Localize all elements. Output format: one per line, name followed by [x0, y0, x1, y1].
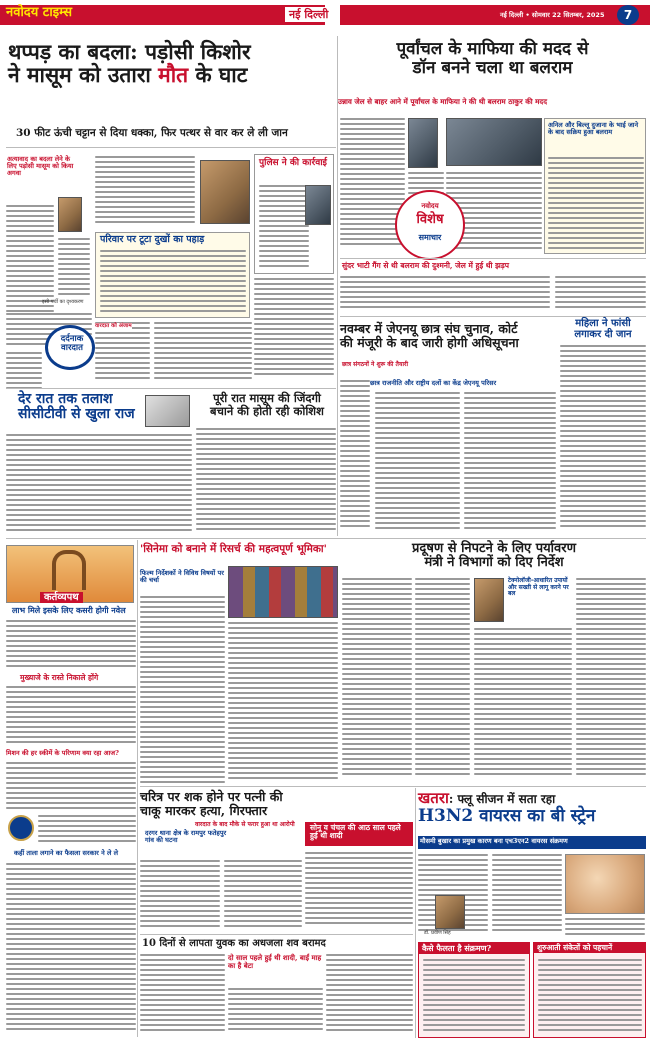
story7-side-text2: [6, 686, 136, 748]
story7-col1-text: [140, 596, 225, 786]
story2-group-photo: [446, 118, 542, 166]
story2-headline: [340, 40, 645, 77]
badge-title: विशेष: [416, 212, 444, 227]
story1-col2-text: [95, 156, 195, 228]
story1-family-box: [95, 232, 250, 318]
story11-col1-text: [140, 954, 225, 1036]
col-divider-1: [337, 36, 338, 536]
story1-headline-line2: ने मासूम को उतारा मौत के घाट: [8, 62, 248, 88]
story7-subhead: मुख्याजे के रास्ते निकाले होंगे: [20, 673, 99, 682]
story1-bottom-rule: [6, 388, 336, 389]
story4-headline: [196, 392, 338, 417]
story5-col2-text: [375, 392, 460, 532]
story1-subhead: 30 फीट ऊंची चट्टान से दिया धक्का, फिर पत्थर से वार कर ले ली जान: [16, 127, 288, 139]
story10-headline-line2: H3N2 वायरस का बी स्ट्रेन: [418, 805, 596, 826]
brand-logo: नवोदय टाइम्स: [6, 5, 73, 20]
story2-headline-line1: पूर्वांचल के माफिया की मदद से: [396, 39, 589, 59]
story1-side-kicker: अत्यावाद का बदला लेने के लिए पड़ोसी मासूम को किया अगवा: [7, 155, 74, 178]
story5-col1-text: [340, 380, 370, 530]
story1-family-box-title: परिवार पर टूटा दुखों का पहाड़: [100, 234, 205, 245]
masthead: [0, 0, 650, 30]
story1-headline: [8, 40, 328, 86]
page-number: 7: [617, 5, 639, 25]
badge-sub: समाचार: [418, 233, 442, 242]
story10-col3-text: [565, 918, 645, 938]
story7-group-photo: [228, 566, 338, 618]
story2-accused-photo: [408, 118, 438, 168]
story6-headline: [560, 318, 646, 340]
story1-side-text: [6, 205, 54, 313]
story7-logo-text: कर्तव्यपथ: [40, 592, 83, 603]
story2-mid-rule: [340, 258, 646, 259]
story5-headline-line2: की मंजूरी के बाद जारी होगी अधिसूचना: [340, 334, 519, 350]
story2-bottom-rule: [340, 316, 646, 317]
story5-subhead: छात्र राजनीति और राष्ट्रीय दलों का केंद्र जेएनयू परिसर: [370, 379, 497, 387]
story1-col1-text: [58, 238, 90, 298]
story2-side-box: [544, 118, 646, 254]
story2-subhead: उन्नाव जेल से बाहर आने में पूर्वांचल के माफिया ने की थी बलराम ठाकुर की मदद: [338, 97, 548, 106]
story9-col1-text: [140, 860, 220, 930]
story9-col3-text: [305, 852, 413, 930]
story1-sub-kicker: वारदात को अंजाम: [95, 323, 132, 329]
col-divider-3: [415, 788, 416, 1038]
story10-box2-text: [538, 959, 642, 1035]
story9-kicker: वारदात के बाद मौके से फरार हुआ था आरोपी: [195, 821, 295, 828]
story9-headline-line1: चरित्र पर शक होने पर पत्नी की: [140, 789, 283, 804]
story1-rock-photo: [200, 160, 250, 224]
story5-col3-text: [464, 392, 556, 532]
india-gate-icon: [52, 550, 86, 590]
story1-col1c-text: [6, 352, 42, 392]
story10-headline-accent: खतरा: [418, 789, 449, 807]
story9-headline: [140, 790, 340, 818]
story1-police-box-text: [259, 185, 309, 271]
story3-text: [6, 434, 192, 534]
story10-subhead: मौसमी बुखार का प्रमुख कारण बना एच3एन2 वायरस संक्रमण: [420, 837, 568, 845]
story4-text: [196, 428, 336, 534]
story2-bottom-text-left: [340, 276, 550, 312]
story10-doctor-photo: [435, 895, 465, 929]
col-divider-2: [137, 540, 138, 1037]
story11-headline: 10 दिनों से लापता युवक का अधजला शव बरामद: [142, 938, 326, 949]
story1-col2b-text: [95, 322, 150, 384]
story8-headline-line1: प्रदूषण से निपटने के लिए पर्यावरण: [412, 541, 576, 556]
story10-box1-text: [423, 959, 525, 1035]
story11-col2-text: [228, 988, 323, 1036]
story7-logo-caption: लाभ मिले इसके लिए कसरी होगी नवेल: [12, 605, 126, 615]
story7-col2-text: [228, 622, 338, 786]
story11-kicker: दो साल पहले हुई थी शादी, बाईं माह का है बेटा: [228, 953, 322, 970]
story3-cctv-photo: [145, 395, 190, 427]
story4-headline-line2: बचाने की होती रही कोशिश: [210, 403, 324, 418]
story4-headline-line1: पूरी रात मासूम की जिंदगी: [213, 391, 321, 405]
story10-box2-title: शुरुआती संकेतों को पहचानें: [534, 943, 645, 953]
story7-side-text4: [38, 815, 136, 845]
story10-box2: [533, 942, 646, 1038]
story1-rule: [6, 147, 336, 148]
story1-headline-accent: मौत: [158, 62, 189, 88]
story1-child-photo: [58, 197, 82, 232]
story2-headline-line2: डॉन बनने चला था बलराम: [412, 57, 573, 78]
story8-col1-text: [342, 578, 412, 778]
story8-minister-photo: [474, 578, 504, 622]
story2-special-badge: [395, 190, 465, 260]
story10-headline-line1: खतरा: फ्लू सीजन में सता रहा: [418, 789, 556, 807]
story6-headline-line1: महिला ने फांसी: [575, 318, 631, 329]
story7-sub-question: मिशन की हर स्कीमें के परिणाम क्या रहा आज?: [6, 749, 119, 757]
mid-rule-1: [6, 538, 646, 539]
story1-col3-text: [154, 322, 252, 384]
story5-headline-line1: नवम्बर में जेएनयू छात्र संघ चुनाव, कोर्ट: [340, 321, 518, 336]
story8-col3-text: [474, 628, 572, 778]
story8-col2-text: [415, 578, 470, 778]
story8-headline: [342, 542, 646, 571]
story10-illustration: [565, 854, 645, 914]
story7-side-text3: [6, 762, 136, 812]
story7-side-text5: [6, 863, 136, 1035]
story7-closing-headline: कहीं ताला लगाने का फैसला सरकार ने ले ले: [14, 849, 119, 857]
story10-doctor-caption: डॉ. प्रवीण सिंह: [424, 930, 451, 936]
section-label: नई दिल्ली: [285, 7, 332, 22]
story2-bottom-text-right: [555, 276, 646, 312]
story7-emblem: [8, 815, 34, 841]
story6-headline-line2: लगाकर दी जान: [574, 329, 632, 340]
story2-side-box-text: [548, 157, 644, 251]
story2-sub-headline: सुंदर भाटी गैंग से थी बलराम की दुश्मनी, जेल में हुई थी झड़प: [342, 261, 510, 270]
story8-side-kicker: टेक्नोलॉजी-आधारित उपायों और सख्ती से लागू करने पर बल: [508, 577, 569, 598]
story11-rule: [140, 934, 413, 935]
story7-side-text: [6, 620, 136, 670]
story1-col4-text: [254, 278, 334, 384]
story1-photo-caption: इसी पर्ची का दृश्यकरण: [42, 299, 84, 305]
story11-col3-text: [326, 954, 413, 1036]
story10-box1-title: कैसे फैलता है संक्रमण?: [419, 943, 529, 954]
story8-headline-line2: मंत्री ने विभागों को दिए निर्देश: [424, 555, 564, 571]
story1-headline-line1: थप्पड़ का बदला: पड़ोसी किशोर: [8, 39, 251, 64]
story9-inset-headline: सोनू व चंचल की आठ साल पहले हुई थी शादी: [310, 823, 401, 841]
story1-family-box-text: [100, 250, 246, 316]
story3-headline: देर रात तक तलाश सीसीटीवी से खुला राज: [18, 391, 135, 423]
story9-col2-text: [224, 860, 302, 930]
mid-rule-2: [140, 786, 646, 787]
badge-brand: नवोदय: [421, 202, 439, 210]
story9-side-kicker: दरगर थाना क्षेत्र के रामपुर फतेहपुर गांव की घटना: [145, 829, 227, 845]
story10-headline: [418, 790, 646, 825]
story7-kicker: फिल्म निर्देशकों ने विविध विषयों पर की चर्चा: [140, 569, 224, 585]
story9-headline-line2: चाकू मारकर हत्या, गिरफ्तार: [140, 802, 268, 818]
dateline: नई दिल्ली • सोमवार 22 सितम्बर, 2025: [500, 11, 605, 19]
story7-headline: 'सिनेमा को बनाने में रिसर्च की महत्वपूर्ण भूमिका': [140, 543, 327, 555]
story6-text: [560, 345, 646, 531]
story1-police-photo: [305, 185, 331, 225]
story1-police-box: [254, 154, 334, 274]
story1-police-box-title: पुलिस ने की कार्रवाई: [259, 158, 327, 168]
story2-side-box-title: अनिल और बिल्लू दुजाना के भाई जाने के बाद सक्रिय हुआ बलराम: [548, 121, 639, 137]
story10-col2-text: [492, 854, 562, 938]
story10-box1: [418, 942, 530, 1038]
story5-kicker: छात्र संगठनों ने शुरू की तैयारी: [342, 361, 409, 368]
story1-quote-text: दर्दनाक वारदात: [60, 334, 84, 354]
story8-col4-text: [576, 578, 646, 778]
